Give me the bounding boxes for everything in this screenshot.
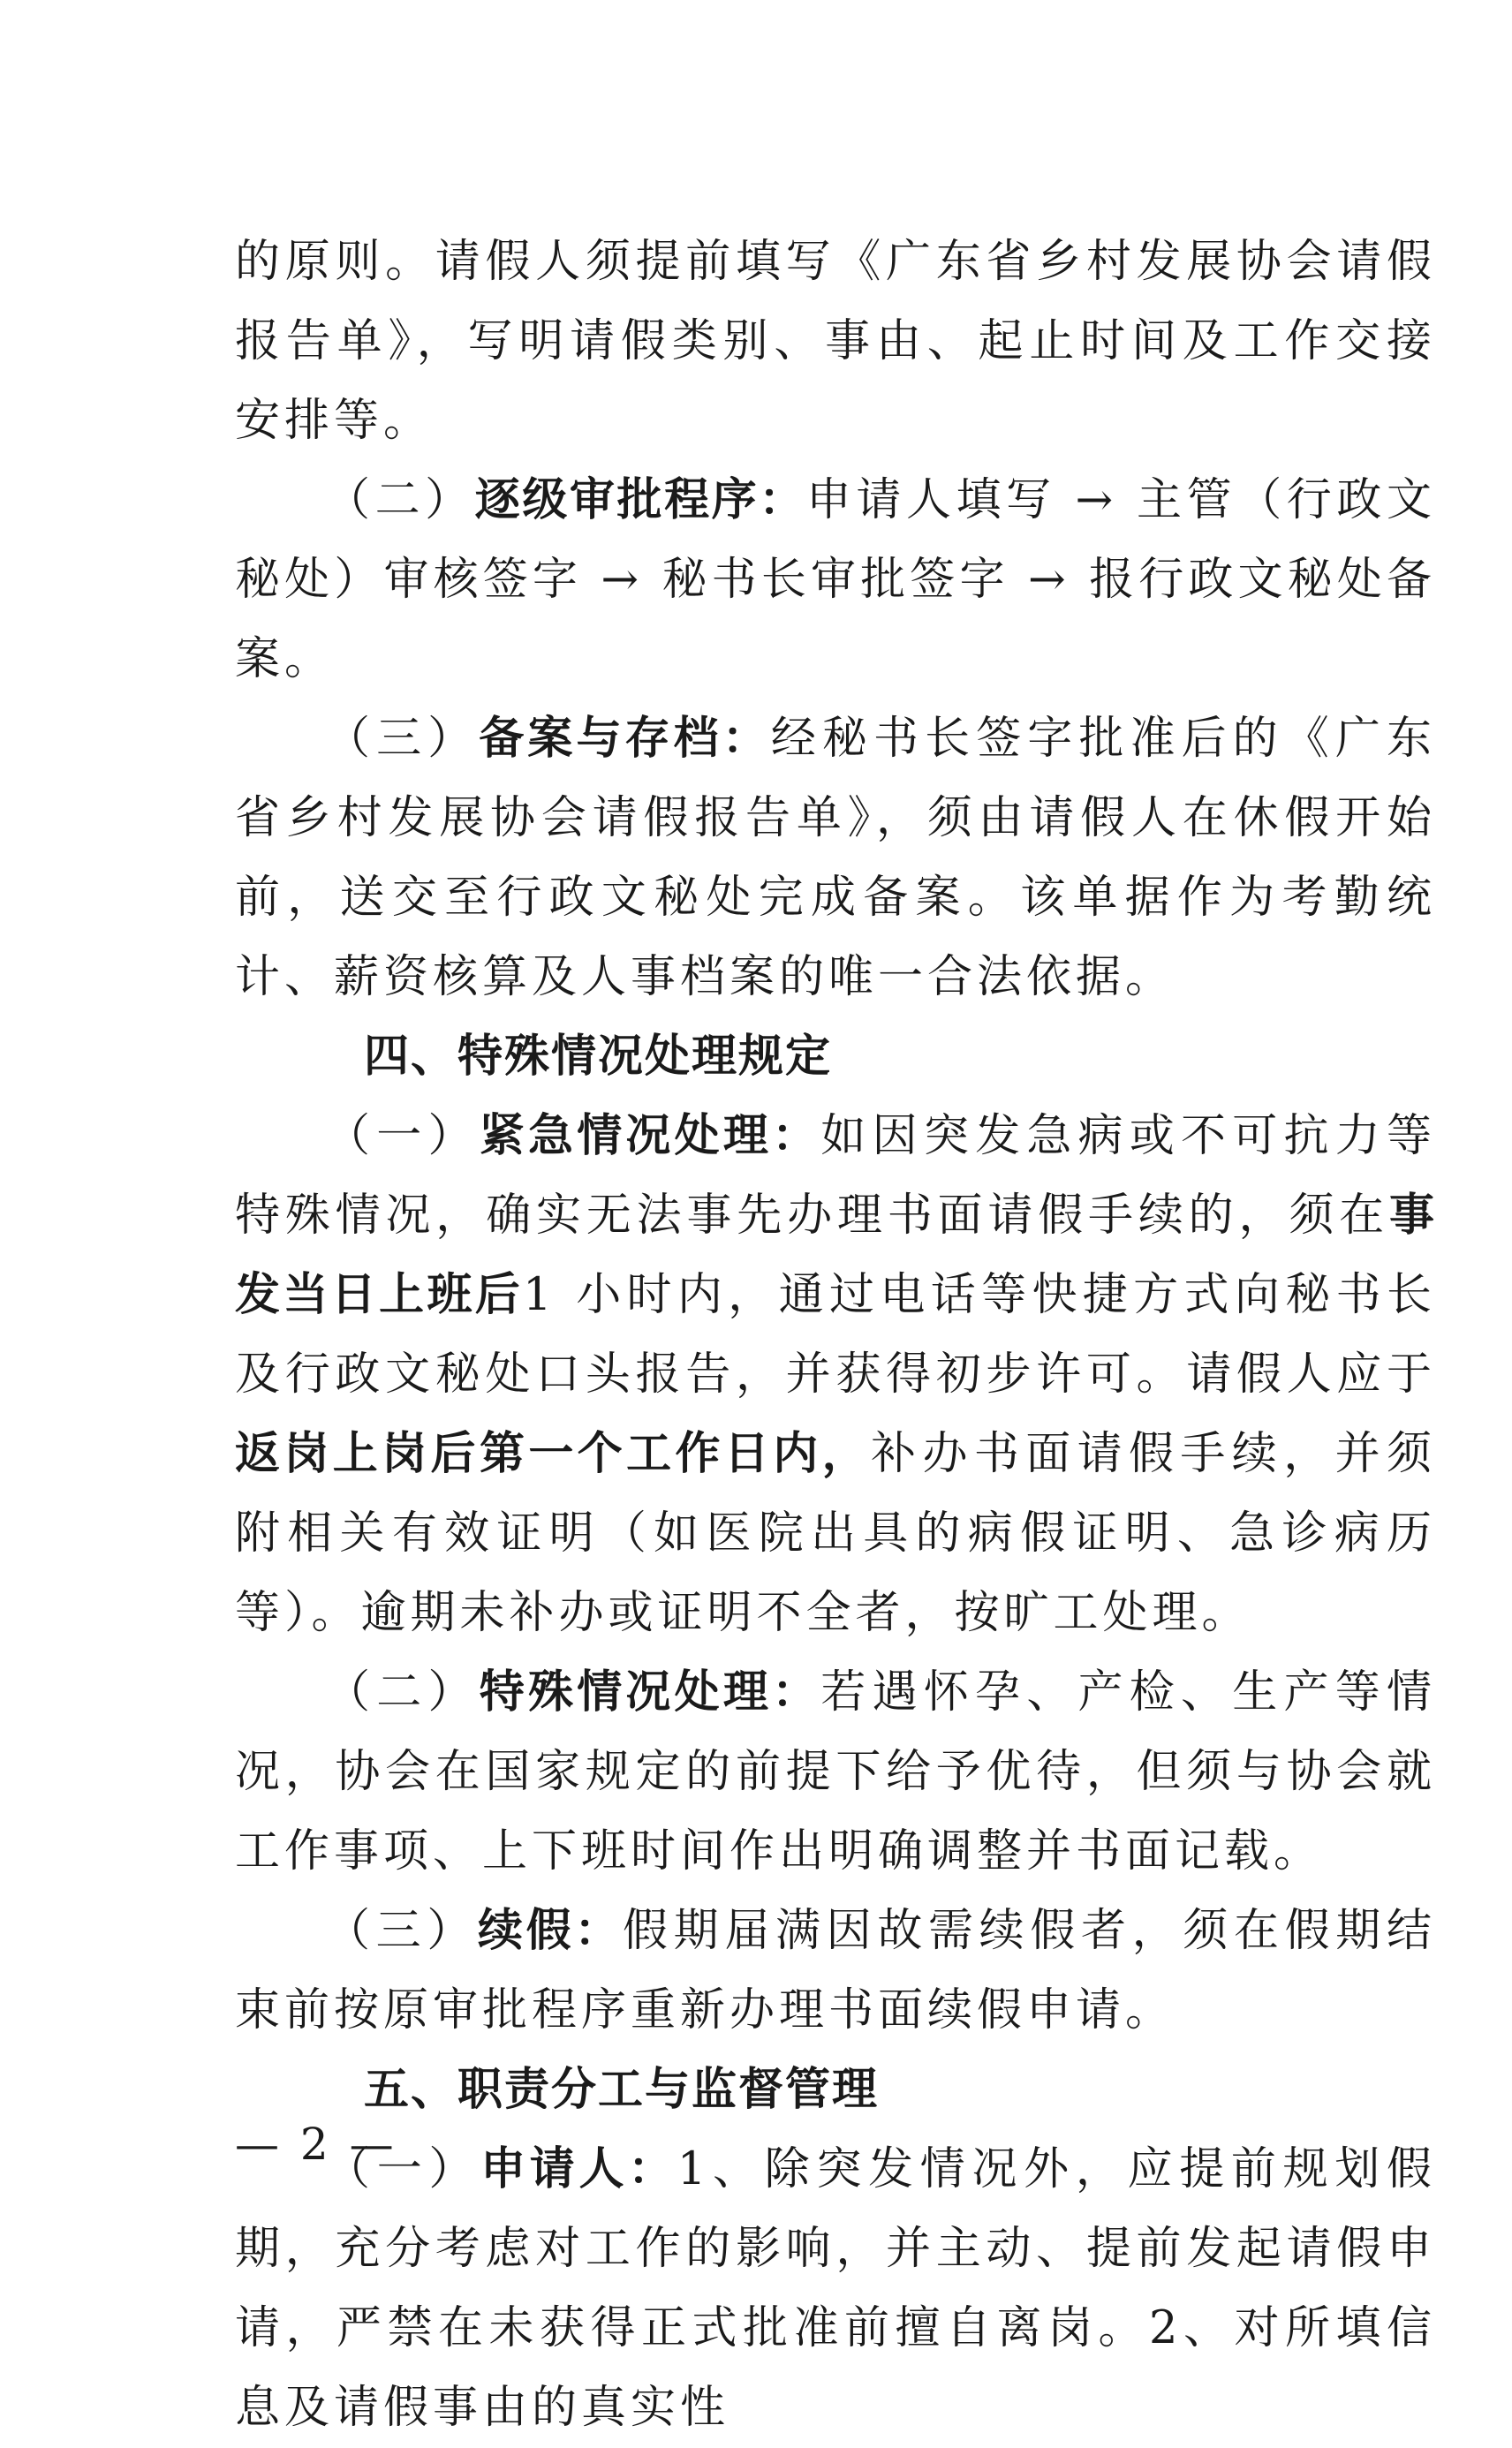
document-body xyxy=(235,223,1436,2448)
paragraph-emergency-handling xyxy=(235,1097,1436,1653)
item-label: （三） xyxy=(325,1905,478,1957)
emphasis-text: 返岗上岗后第一个工作日内， xyxy=(235,1428,872,1480)
paragraph-text: 如因突发急病或不可抗力等特殊情况，确实无法事先办理书面请假手续的，须在 xyxy=(235,1110,1436,1242)
paragraph-special-circumstances xyxy=(235,1653,1436,1892)
item-label: （二） xyxy=(325,474,475,526)
item-label: （三） xyxy=(325,713,480,765)
paragraph-text: 的原则。请假人须提前填写《广东省乡村发展协会请假报告单》，写明请假类别、事由、起止时间及工作交接安排等。 xyxy=(235,236,1436,447)
item-keyword: 备案与存档： xyxy=(479,713,771,765)
paragraph-text: 1、除突发情况外，应提前规划假期，充分考虑对工作的影响，并主动、提前发起请假申请，严禁在未获得正式批准前擅自离岗。2、对所填信息及请假事由的真实性 xyxy=(235,2143,1436,2434)
item-keyword: 紧急情况处理： xyxy=(479,1110,821,1162)
paragraph-applicant xyxy=(235,2130,1436,2448)
page-number: — 2 — xyxy=(235,2119,397,2170)
paragraph-text: 经秘书长签字批准后的《广东省乡村发展协会请假报告单》，须由请假人在休假开始前，送交至行政文秘处完成备案。该单据作为考勤统计、薪资核算及人事档案的唯一合法依据。 xyxy=(235,713,1436,1003)
item-label: （一） xyxy=(325,2143,481,2195)
paragraph-continuation xyxy=(235,223,1436,461)
item-keyword: 逐级审批程序： xyxy=(474,474,806,526)
paragraph-text: 申请人填写 → 主管（行政文秘处）审核签字 → 秘书长审批签字 → 报行政文秘处备案。 xyxy=(235,474,1436,685)
paragraph-text: 若遇怀孕、产检、生产等情况，协会在国家规定的前提下给予优待，但须与协会就工作事项、上下班时间作出明确调整并书面记载。 xyxy=(235,1666,1436,1878)
item-keyword: 续假： xyxy=(478,1905,623,1957)
paragraph-text: 1 小时内，通过电话等快捷方式向秘书长及行政文秘处口头报告，并获得初步许可。请假人应于 xyxy=(235,1269,1436,1401)
item-label: （一） xyxy=(325,1110,480,1162)
paragraph-text: 假期届满因故需续假者，须在假期结束前按原审批程序重新办理书面续假申请。 xyxy=(235,1905,1436,2036)
section-heading-special-cases: 四、特殊情况处理规定 xyxy=(364,1031,833,1083)
paragraph-leave-extension xyxy=(235,1892,1436,2051)
item-keyword: 特殊情况处理： xyxy=(479,1666,821,1719)
emphasis-text: 事发当日上班后 xyxy=(235,1190,1436,1321)
paragraph-text: 补办书面请假手续，并须附相关有效证明（如医院出具的病假证明、急诊病历等）。逾期未补办或证明不全者，按旷工处理。 xyxy=(235,1428,1436,1639)
paragraph-approval-procedure xyxy=(235,461,1436,699)
paragraph-filing-archiving xyxy=(235,699,1436,1017)
item-keyword: 申请人： xyxy=(480,2143,677,2195)
item-label: （二） xyxy=(325,1666,480,1719)
section-heading-responsibilities: 五、职责分工与监督管理 xyxy=(364,2064,880,2116)
